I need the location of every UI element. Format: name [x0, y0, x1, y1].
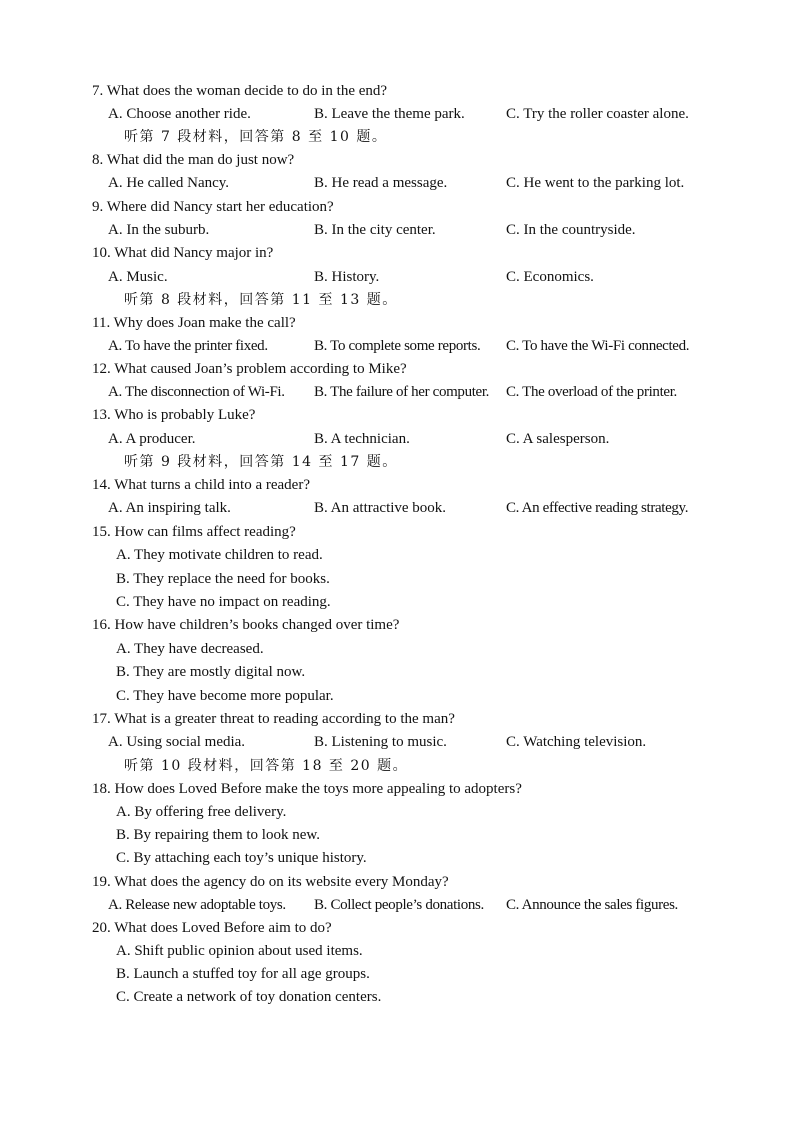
option-20a: A. Shift public opinion about used items. — [116, 943, 363, 959]
option-17a: A. Using social media. — [108, 734, 246, 750]
question-13: 13. Who is probably Luke? — [92, 407, 256, 423]
option-16a: A. They have decreased. — [116, 641, 264, 657]
option-12a: A. The disconnection of Wi-Fi. — [108, 384, 285, 400]
option-11a: A. To have the printer fixed. — [108, 338, 268, 354]
option-8a: A. He called Nancy. — [108, 175, 230, 191]
option-9b: B. In the city center. — [314, 222, 436, 238]
question-9: 9. Where did Nancy start her education? — [92, 199, 334, 215]
option-10b: B. History. — [314, 269, 380, 285]
option-12b: B. The failure of her computer. — [314, 384, 490, 400]
option-7a: A. Choose another ride. — [108, 106, 251, 122]
option-14a: A. An inspiring talk. — [108, 500, 231, 516]
option-7c: C. Try the roller coaster alone. — [506, 106, 689, 122]
question-16: 16. How have children’s books changed over time? — [92, 617, 400, 633]
option-16c: C. They have become more popular. — [116, 688, 334, 704]
question-10: 10. What did Nancy major in? — [92, 245, 274, 261]
instruction-material-7: 听第 7 段材料，回答第 8 至 10 题。 — [124, 129, 388, 145]
option-8b: B. He read a message. — [314, 175, 448, 191]
option-19c: C. Announce the sales figures. — [506, 897, 678, 913]
option-10a: A. Music. — [108, 269, 168, 285]
option-20b: B. Launch a stuffed toy for all age groups. — [116, 966, 370, 982]
option-17b: B. Listening to music. — [314, 734, 447, 750]
instruction-material-9: 听第 9 段材料，回答第 14 至 17 题。 — [124, 454, 398, 470]
option-13b: B. A technician. — [314, 431, 410, 447]
option-20c: C. Create a network of toy donation centers. — [116, 989, 382, 1005]
instruction-material-8: 听第 8 段材料，回答第 11 至 13 题。 — [124, 292, 398, 308]
instruction-material-10: 听第 10 段材料，回答第 18 至 20 题。 — [124, 758, 409, 774]
question-11: 11. Why does Joan make the call? — [92, 315, 296, 331]
question-19: 19. What does the agency do on its website every Monday? — [92, 874, 449, 890]
option-9c: C. In the countryside. — [506, 222, 636, 238]
question-17: 17. What is a greater threat to reading according to the man? — [92, 711, 455, 727]
question-18: 18. How does Loved Before make the toys more appealing to adopters? — [92, 781, 522, 797]
option-15b: B. They replace the need for books. — [116, 571, 330, 587]
option-16b: B. They are mostly digital now. — [116, 664, 306, 680]
option-7b: B. Leave the theme park. — [314, 106, 465, 122]
option-12c: C. The overload of the printer. — [506, 384, 677, 400]
option-10c: C. Economics. — [506, 269, 594, 285]
option-11c: C. To have the Wi-Fi connected. — [506, 338, 690, 354]
option-13c: C. A salesperson. — [506, 431, 610, 447]
option-13a: A. A producer. — [108, 431, 196, 447]
question-7: 7. What does the woman decide to do in the end? — [92, 83, 388, 99]
option-9a: A. In the suburb. — [108, 222, 210, 238]
option-14b: B. An attractive book. — [314, 500, 447, 516]
option-15a: A. They motivate children to read. — [116, 547, 323, 563]
option-14c: C. An effective reading strategy. — [506, 500, 689, 516]
option-19a: A. Release new adoptable toys. — [108, 897, 286, 913]
option-17c: C. Watching television. — [506, 734, 647, 750]
question-12: 12. What caused Joan’s problem according to Mike? — [92, 361, 407, 377]
question-14: 14. What turns a child into a reader? — [92, 477, 310, 493]
option-8c: C. He went to the parking lot. — [506, 175, 685, 191]
question-15: 15. How can films affect reading? — [92, 524, 296, 540]
option-18b: B. By repairing them to look new. — [116, 827, 320, 843]
option-11b: B. To complete some reports. — [314, 338, 481, 354]
option-18a: A. By offering free delivery. — [116, 804, 287, 820]
option-18c: C. By attaching each toy’s unique history. — [116, 850, 367, 866]
question-8: 8. What did the man do just now? — [92, 152, 295, 168]
question-20: 20. What does Loved Before aim to do? — [92, 920, 332, 936]
option-15c: C. They have no impact on reading. — [116, 594, 331, 610]
option-19b: B. Collect people’s donations. — [314, 897, 484, 913]
